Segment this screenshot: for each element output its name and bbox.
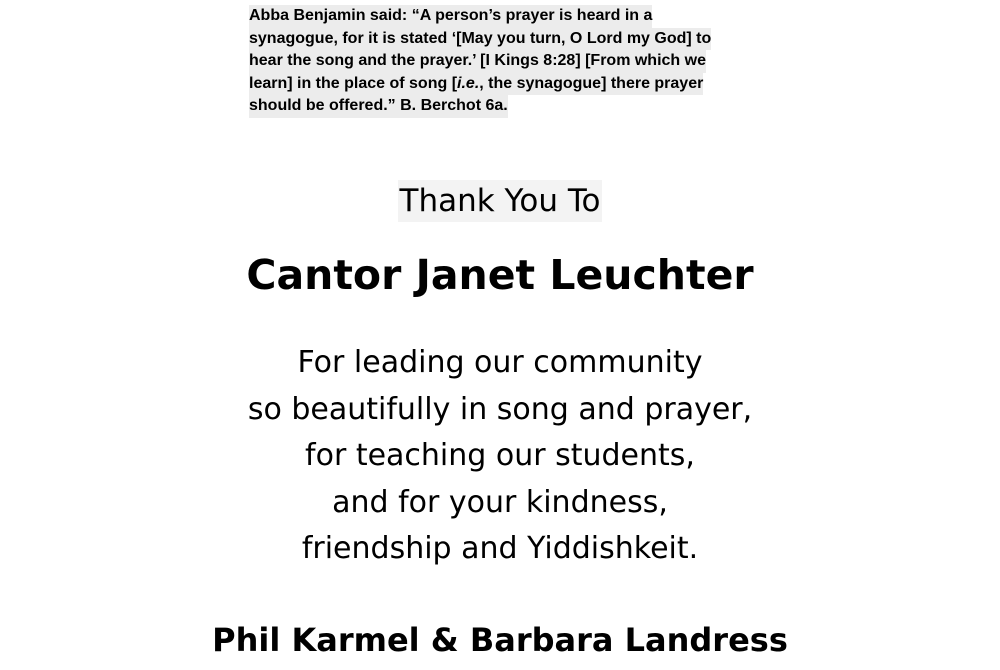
quote-italic-ie: i.e. — [457, 74, 480, 92]
thanks-heading: Thank You To — [398, 180, 603, 222]
message-line: so beautifully in song and prayer, — [247, 391, 753, 427]
quote-line-part: , the synagogue] there prayer — [479, 74, 704, 92]
quote-line: should be offered.” B. Berchot 6a. — [249, 95, 508, 118]
quote-line: hear the song and the prayer.’ [I Kings 8:28] [From which we — [249, 50, 706, 73]
thanks-heading-wrap — [0, 180, 1000, 222]
quote-line: synagogue, for it is stated ‘[May you turn, O Lord my God] to — [249, 28, 711, 51]
talmud-quote — [249, 5, 769, 118]
tribute-message — [0, 340, 1000, 573]
message-line: For leading our community — [297, 345, 703, 380]
message-line: and for your kindness, — [332, 484, 668, 520]
signature: Phil Karmel & Barbara Landress — [212, 621, 788, 659]
quote-line-part: learn] in the place of song [ — [249, 74, 458, 92]
quote-line: Abba Benjamin said: “A person’s prayer is heard in a — [249, 5, 652, 28]
honoree-name: Cantor Janet Leuchter — [246, 251, 754, 299]
message-line: for teaching our students, — [305, 438, 695, 473]
message-line: friendship and Yiddishkeit. — [301, 531, 699, 566]
quote-line — [249, 73, 703, 96]
